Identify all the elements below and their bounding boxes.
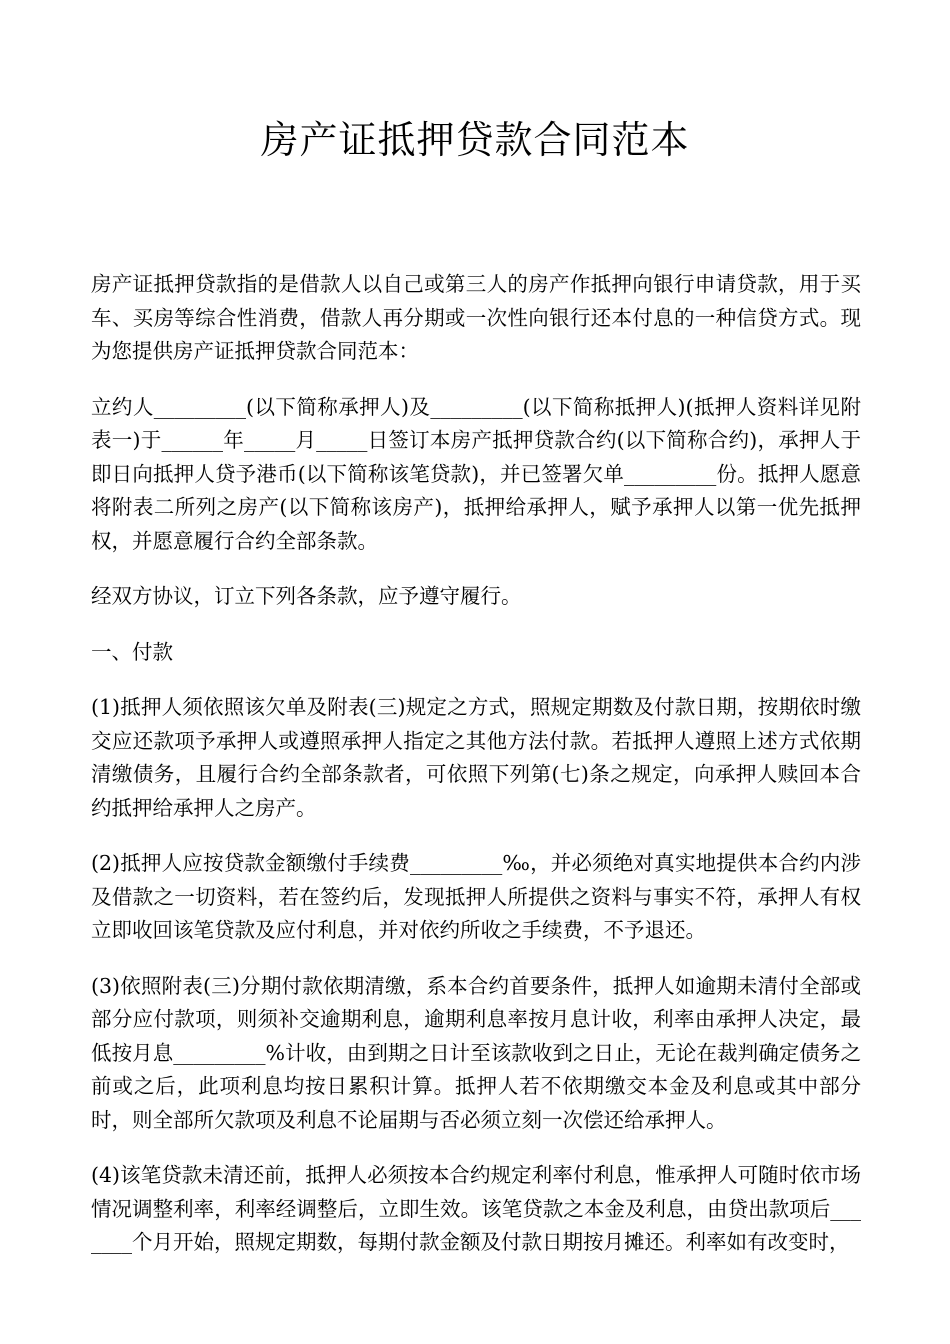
parties-paragraph: 立约人_________(以下简称承押人)及_________(以下简称抵押人)(抵押人资料详见附表一)于______年_____月_____日签订本房产抵押贷款合约(以下简称合约)，承押人于即日向抵押人贷予港币(以下简称该笔贷款)，并已签署欠单_________份。抵押人愿意将附表二所列之房产(以下简称该房产)，抵押给承押人，赋予承押人以第一优先抵押权，并愿意履行合约全部条款。 bbox=[91, 394, 861, 553]
section-heading-payment: 一、付款 bbox=[91, 639, 173, 664]
document-body bbox=[91, 268, 861, 1282]
clause-3-paragraph: (3)依照附表(三)分期付款依期清缴，系本合约首要条件，抵押人如逾期未清付全部或部分应付款项，则须补交逾期利息，逾期利息率按月息计收，利率由承押人决定，最低按月息_________%计收，由到期之日计至该款收到之日止，无论在裁判确定债务之前或之后，此项利息均按日累积计算。抵押人若不依期缴交本金及利息或其中部分时，则全部所欠款项及利息不论届期与否必须立刻一次偿还给承押人。 bbox=[91, 973, 861, 1132]
intro-paragraph: 房产证抵押贷款指的是借款人以自己或第三人的房产作抵押向银行申请贷款，用于买车、买房等综合性消费，借款人再分期或一次性向银行还本付息的一种信贷方式。现为您提供房产证抵押贷款合同范本： bbox=[91, 272, 861, 363]
clause-2-paragraph: (2)抵押人应按贷款金额缴付手续费_________‰，并必须绝对真实地提供本合约内涉及借款之一切资料，若在签约后，发现抵押人所提供之资料与事实不符，承押人有权立即收回该笔贷款及应付利息，并对依约所收之手续费，不予退还。 bbox=[91, 851, 861, 942]
agreement-paragraph: 经双方协议，订立下列各条款，应予遵守履行。 bbox=[91, 584, 522, 608]
clause-1-paragraph: (1)抵押人须依照该欠单及附表(三)规定之方式，照规定期数及付款日期，按期依时缴交应还款项予承押人或遵照承押人指定之其他方法付款。若抵押人遵照上述方式依期清缴债务，且履行合约全部条款者，可依照下列第(七)条之规定，向承押人赎回本合约抵押给承押人之房产。 bbox=[91, 695, 861, 820]
document-title: 房产证抵押贷款合同范本 bbox=[260, 118, 690, 162]
clause-4-paragraph: (4)该笔贷款未清还前，抵押人必须按本合约规定利率付利息，惟承押人可随时依市场情况调整利率，利率经调整后，立即生效。该笔贷款之本金及利息，由贷出款项后_______个月开始，照规定期数，每期付款金额及付款日期按月摊还。利率如有改变时， bbox=[91, 1163, 861, 1254]
